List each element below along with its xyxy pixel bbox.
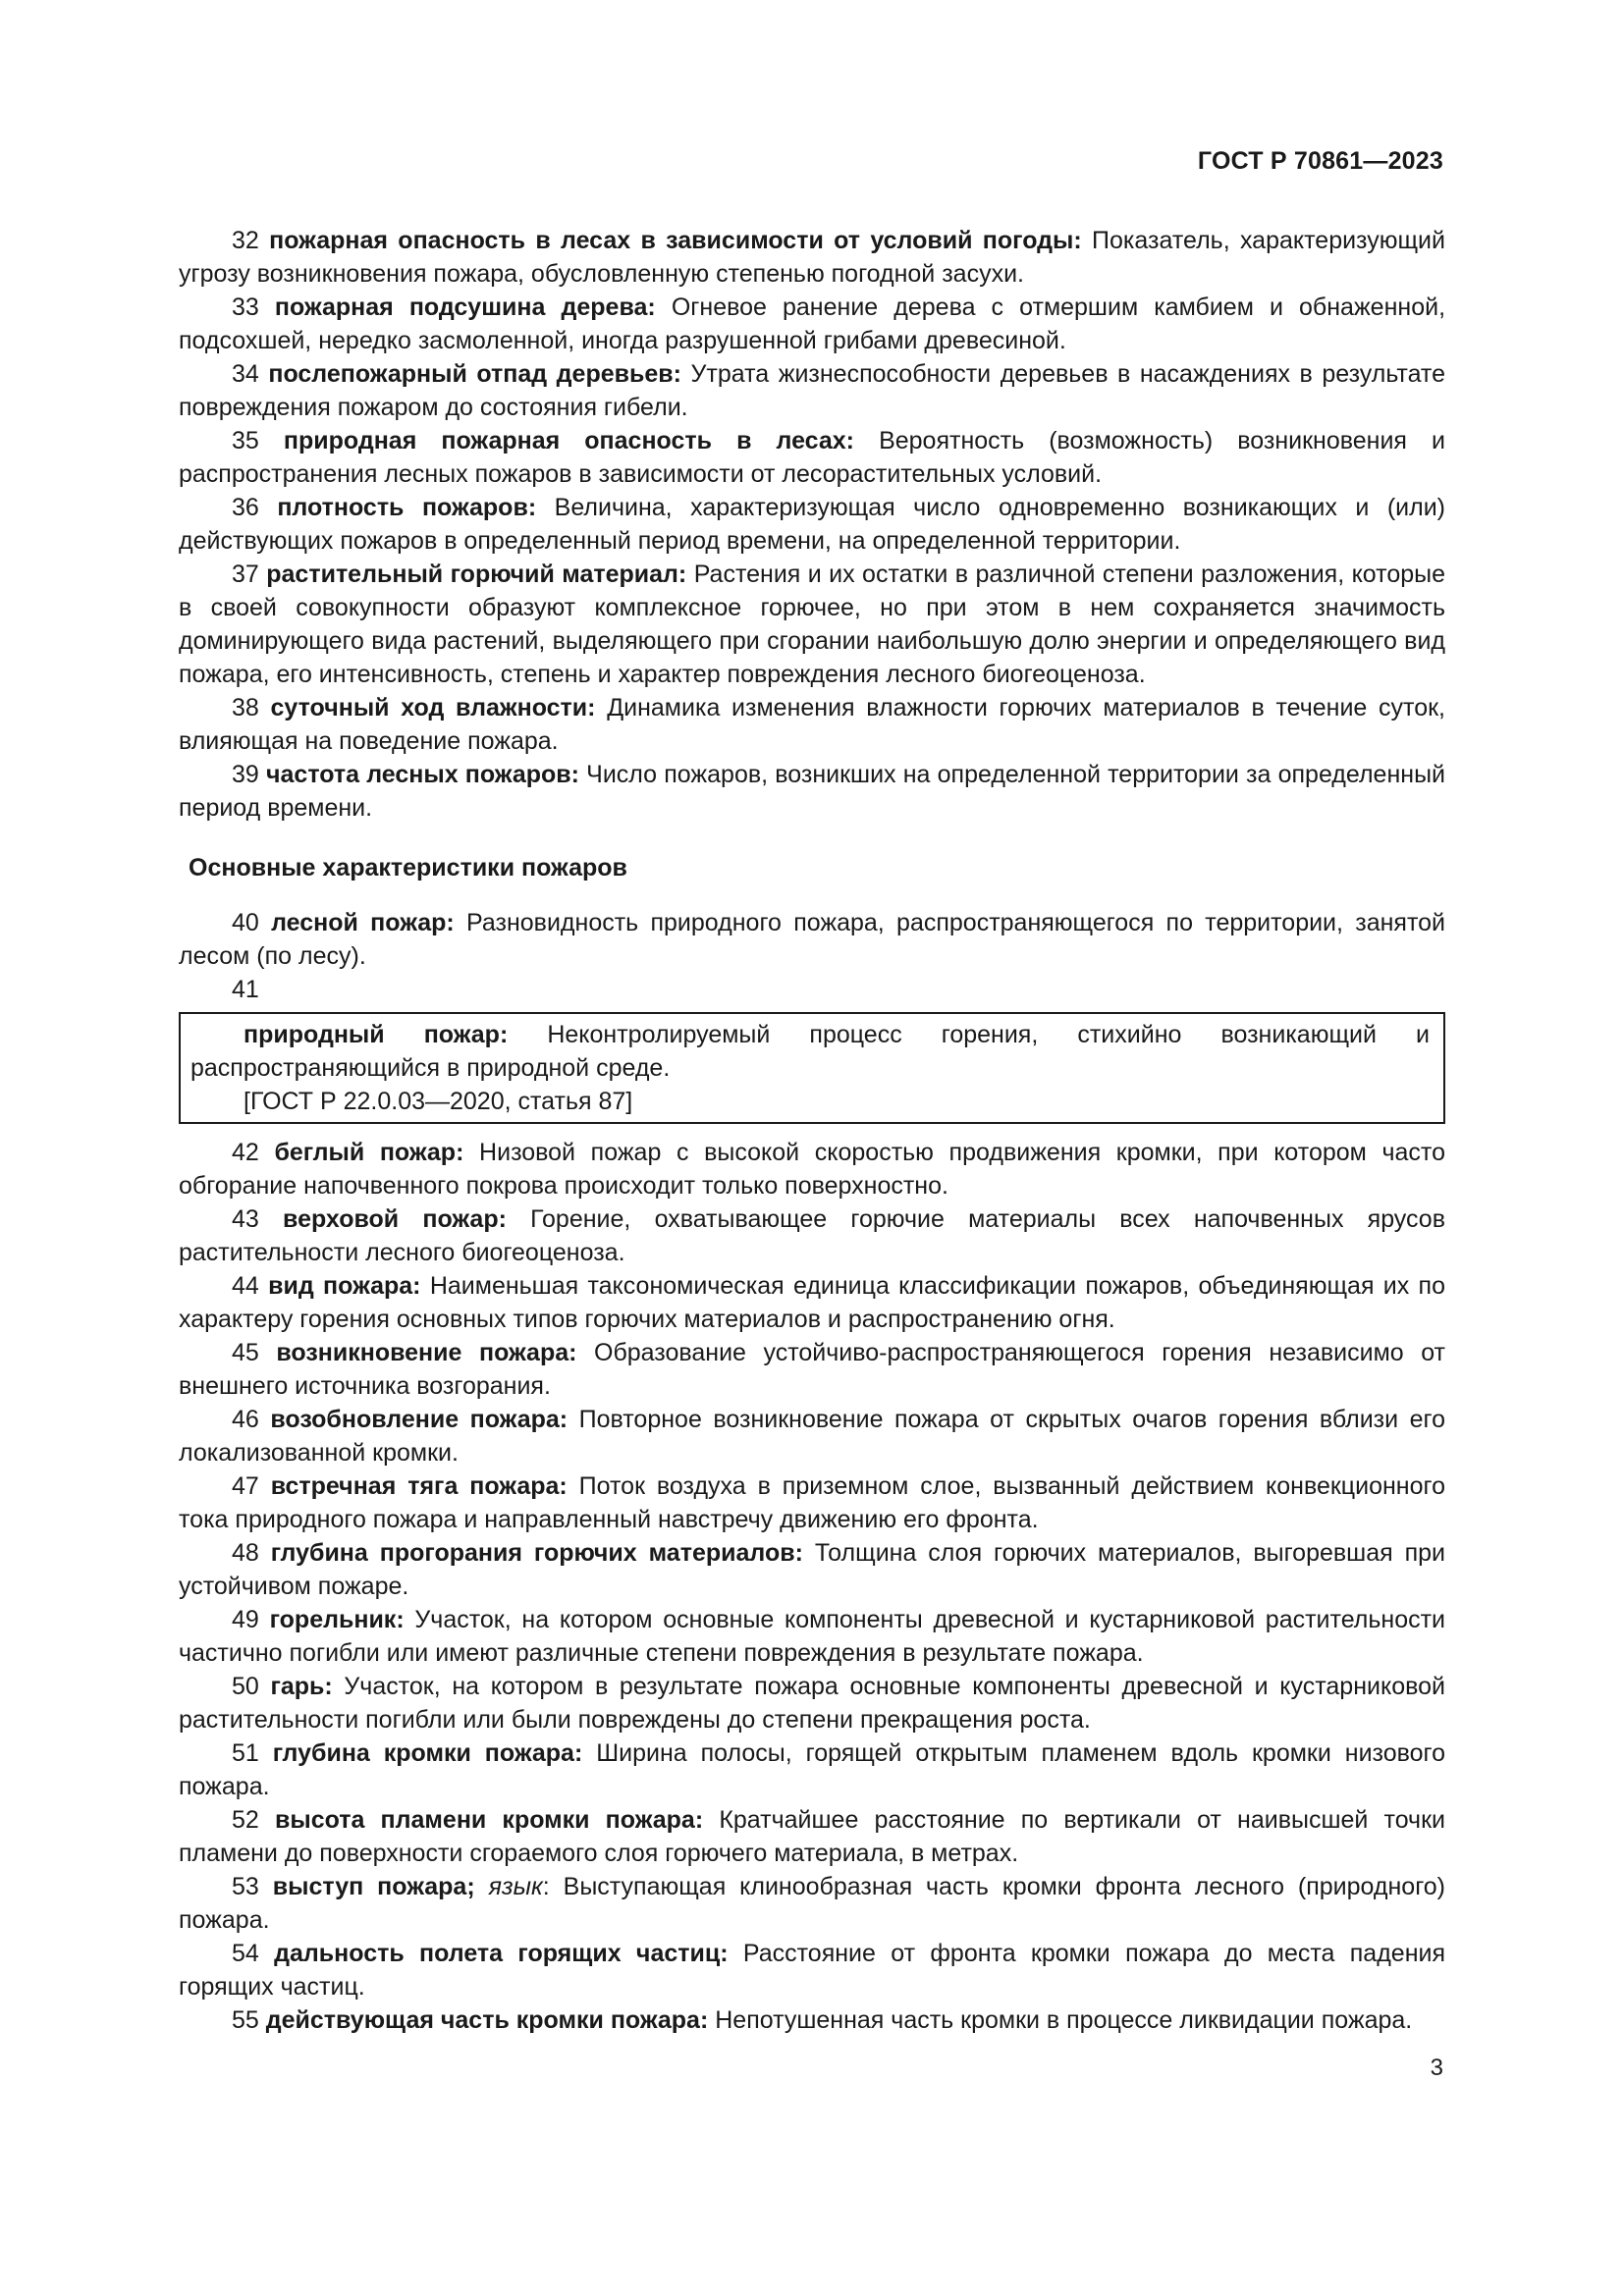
term-name: пожарная подсушина дерева: (274, 294, 656, 321)
term-number: 33 (232, 294, 259, 321)
term-number: 43 (232, 1205, 259, 1233)
term-number: 41 (232, 976, 259, 1003)
term-entry (179, 1136, 1445, 1202)
term-entry (179, 1736, 1445, 1803)
term-number: 35 (232, 427, 259, 454)
term-definition: Динамика изменения влажности горючих материалов в течение суток, влияющая на поведение пожара. (179, 694, 1445, 755)
term-entry (179, 1603, 1445, 1670)
term-name: послепожарный отпад деревьев: (268, 360, 681, 388)
referenced-term-box (179, 1012, 1445, 1124)
term-entry (179, 357, 1445, 424)
term-number: 44 (232, 1272, 259, 1300)
term-definition: Участок, на котором в результате пожара основные компоненты древесной и кустарниковой растительности погибли или были повреждены до степени прекращения роста. (179, 1673, 1445, 1734)
term-name: лесной пожар: (271, 909, 455, 936)
term-number: 38 (232, 694, 259, 721)
term-name: беглый пожар: (274, 1139, 464, 1166)
term-number: 47 (232, 1472, 259, 1500)
term-entry (179, 558, 1445, 691)
term-number: 49 (232, 1606, 259, 1633)
term-definition: Неконтролируемый процесс горения, стихийно возникающий и распространяющийся в природной среде. (190, 1021, 1430, 1082)
term-entry (179, 1336, 1445, 1403)
term-name: возникновение пожара: (276, 1339, 577, 1366)
term-definition: Поток воздуха в приземном слое, вызванный действием конвекционного тока природного пожара и направленный навстречу движению его фронта. (179, 1472, 1445, 1533)
term-definition: Участок, на котором основные компоненты древесной и кустарниковой растительности частично погибли или имеют различные степени повреждения в результате пожара. (179, 1606, 1446, 1667)
term-number: 36 (232, 494, 259, 521)
term-name: глубина прогорания горючих материалов: (270, 1539, 803, 1567)
term-number: 32 (232, 227, 259, 254)
term-name: гарь: (270, 1673, 333, 1700)
standard-header: ГОСТ Р 70861—2023 (1197, 147, 1443, 175)
term-name: природный пожар: (244, 1021, 509, 1048)
term-number: 51 (232, 1739, 259, 1767)
term-definition: Величина, характеризующая число одновременно возникающих и (или) действующих пожаров в определенный период времени, на определенной территории. (179, 494, 1445, 555)
term-entry (179, 1403, 1445, 1469)
term-definition: Кратчайшее расстояние по вертикали от наивысшей точки пламени до поверхности сгораемого слоя горючего материала, в метрах. (179, 1806, 1445, 1867)
term-name: пожарная опасность в лесах в зависимости от условий погоды: (269, 227, 1082, 254)
term-name: встречная тяга пожара: (270, 1472, 568, 1500)
term-number: 45 (232, 1339, 259, 1366)
term-number: 52 (232, 1806, 259, 1834)
term-name: дальность полета горящих частиц: (274, 1940, 729, 1967)
term-number: 42 (232, 1139, 259, 1166)
term-source-reference: [ГОСТ Р 22.0.03—2020, статья 87] (244, 1088, 633, 1115)
term-entry (179, 691, 1445, 758)
term-entry (179, 2003, 1445, 2037)
term-number: 39 (232, 761, 259, 788)
term-number: 54 (232, 1940, 259, 1967)
term-entry (179, 1670, 1445, 1736)
term-definition: Повторное возникновение пожара от скрытых очагов горения вблизи его локализованной кромки. (179, 1406, 1446, 1467)
term-name: действующая часть кромки пожара: (265, 2006, 709, 2034)
term-name: верховой пожар: (283, 1205, 507, 1233)
term-name: горельник: (269, 1606, 405, 1633)
term-definition: Огневое ранение дерева с отмершим камбием и обнаженной, подсохшей, нередко засмоленной, иногда разрушенной грибами древесиной. (179, 294, 1446, 354)
term-definition: Наименьшая таксономическая единица классификации пожаров, объединяющая их по характеру горения основных типов горючих материалов и распространению огня. (179, 1272, 1445, 1333)
term-name: выступ пожара; (272, 1873, 475, 1900)
term-entry (179, 758, 1445, 825)
term-name: природная пожарная опасность в лесах: (283, 427, 854, 454)
term-definition: Непотушенная часть кромки в процессе ликвидации пожара. (715, 2006, 1413, 2034)
term-definition: Растения и их остатки в различной степени разложения, которые в своей совокупности образуют комплексное горючее, но при этом в нем сохраняется значимость доминирующего вида растений, выделяющего при сгорании наибольшую долю энергии и определяющего вид пожара, его интенсивность, степень и характер повреждения лесного биогеоценоза. (179, 561, 1445, 688)
term-name: возобновление пожара: (270, 1406, 568, 1433)
term-entry (179, 491, 1445, 558)
term-definition: Расстояние от фронта кромки пожара до места падения горящих частиц. (179, 1940, 1446, 2001)
term-number: 34 (232, 360, 259, 388)
term-name: суточный ход влажности: (270, 694, 596, 721)
page-number: 3 (1430, 2055, 1443, 2081)
term-definition: Толщина слоя горючих материалов, выгоревшая при устойчивом пожаре. (179, 1539, 1445, 1600)
term-entry (179, 224, 1445, 291)
term-definition: Образование устойчиво-распространяющегося горения независимо от внешнего источника возгорания. (179, 1339, 1446, 1400)
term-synonym: язык (488, 1873, 543, 1900)
term-entry (179, 424, 1445, 491)
term-definition: Показатель, характеризующий угрозу возникновения пожара, обусловленную степенью погодной засухи. (179, 227, 1445, 288)
term-entry (179, 1536, 1445, 1603)
term-number: 46 (232, 1406, 259, 1433)
term-name: частота лесных пожаров: (266, 761, 579, 788)
term-name: высота пламени кромки пожара: (274, 1806, 704, 1834)
document-body (179, 224, 1445, 2037)
term-entry (179, 1803, 1445, 1870)
term-definition: Число пожаров, возникших на определенной территории за определенный период времени. (179, 761, 1446, 822)
term-entry (179, 1202, 1445, 1269)
term-definition: Ширина полосы, горящей открытым пламенем вдоль кромки низового пожара. (179, 1739, 1446, 1800)
term-definition: Горение, охватывающее горючие материалы всех напочвенных ярусов растительности лесного биогеоценоза. (179, 1205, 1445, 1266)
term-name: вид пожара: (268, 1272, 421, 1300)
term-name: глубина кромки пожара: (272, 1739, 583, 1767)
term-entry (179, 291, 1445, 357)
term-name: плотность пожаров: (277, 494, 537, 521)
term-entry (179, 1937, 1445, 2003)
term-number: 50 (232, 1673, 259, 1700)
term-definition: Разновидность природного пожара, распространяющегося по территории, занятой лесом (по лесу). (179, 909, 1446, 970)
term-entry (179, 1469, 1445, 1536)
term-entry (179, 906, 1445, 973)
term-number: 37 (232, 561, 259, 588)
term-entry (179, 1269, 1445, 1336)
term-definition: : Выступающая клинообразная часть кромки фронта лесного (природного) пожара. (179, 1873, 1445, 1934)
term-number: 40 (232, 909, 259, 936)
term-number: 48 (232, 1539, 259, 1567)
term-definition: Утрата жизнеспособности деревьев в насаждениях в результате повреждения пожаром до состояния гибели. (179, 360, 1446, 421)
term-definition: Низовой пожар с высокой скоростью продвижения кромки, при котором часто обгорание напочвенного покрова происходит только поверхностно. (179, 1139, 1445, 1200)
term-definition: Вероятность (возможность) возникновения и распространения лесных пожаров в зависимости от лесорастительных условий. (179, 427, 1445, 488)
term-entry (179, 1870, 1445, 1937)
section-heading: Основные характеристики пожаров (189, 854, 627, 881)
term-number: 55 (232, 2006, 259, 2034)
term-number: 53 (232, 1873, 259, 1900)
term-name: растительный горючий материал: (266, 561, 687, 588)
term-entry (190, 1018, 1430, 1085)
